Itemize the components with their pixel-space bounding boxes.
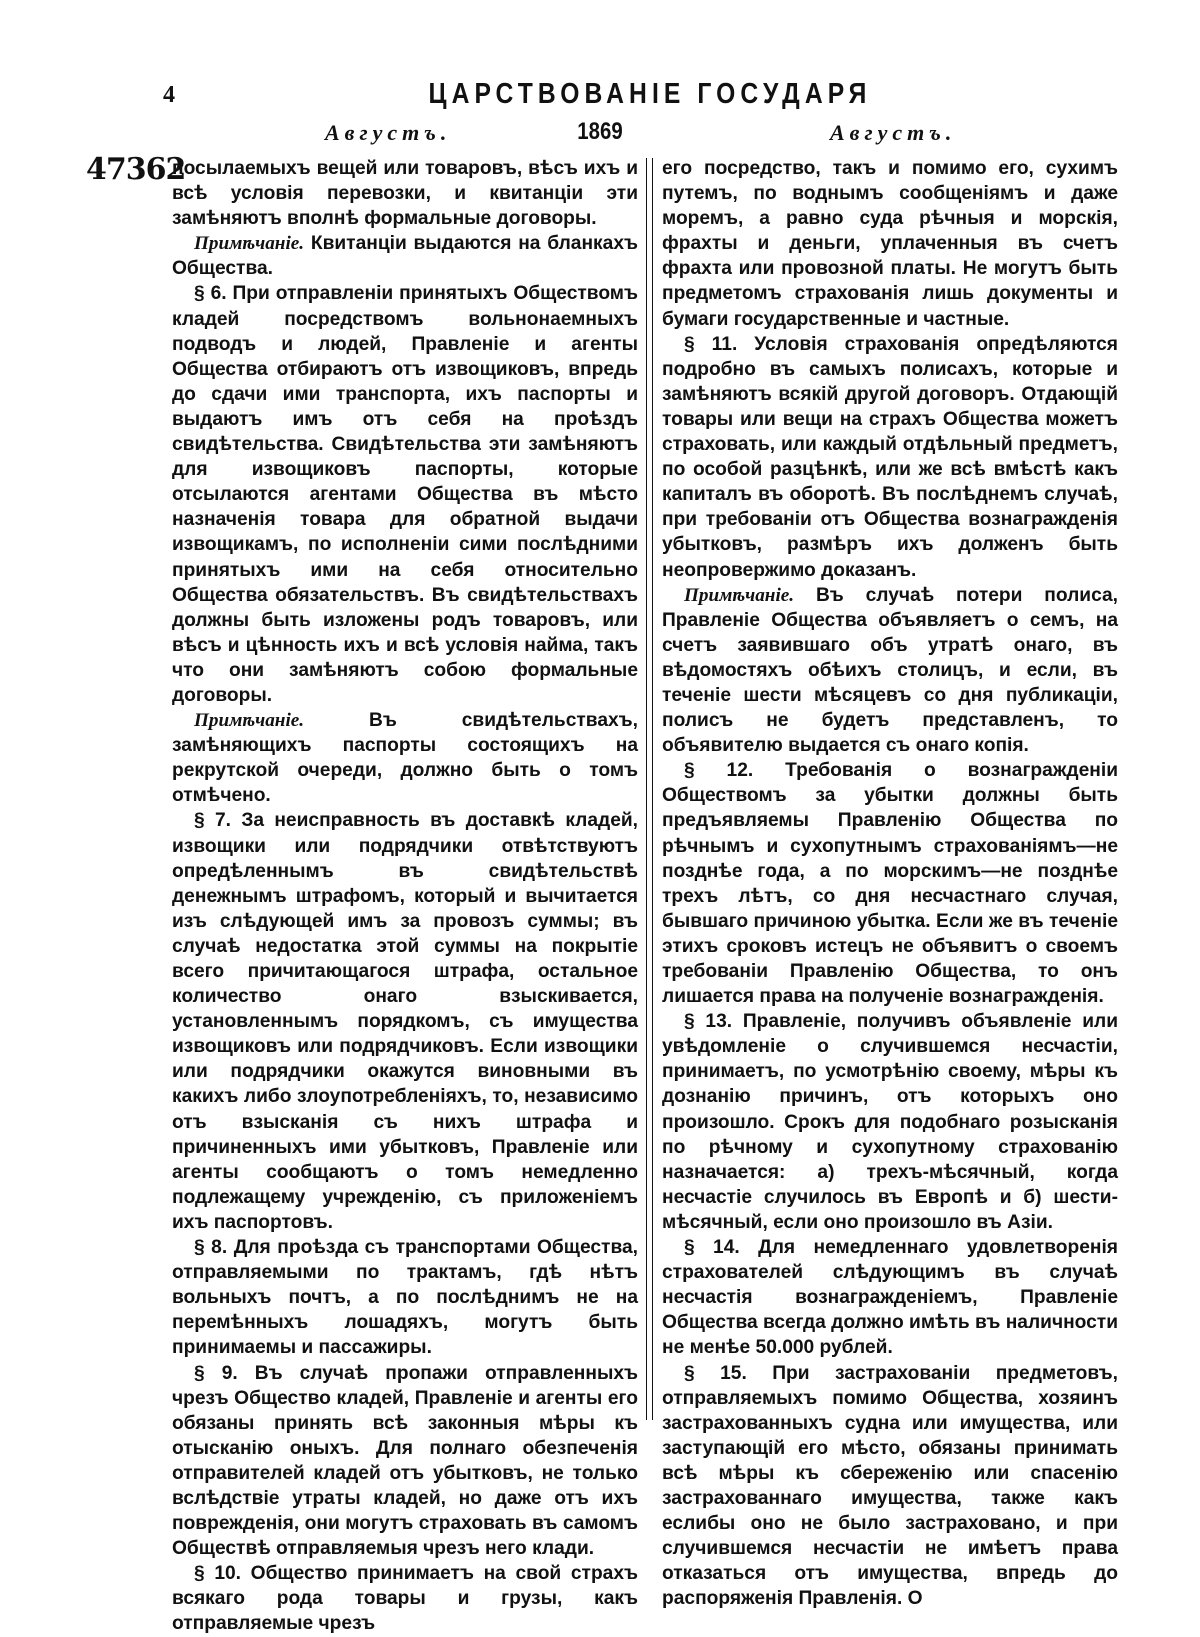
paragraph-text: § 12. Требованія о вознагражденіи Обществомъ за убытки должны быть предъявляемы Правленію Общества по рѣчнымъ и сухопутнымъ страхованіямъ—не позднѣе года, а по морскимъ—не позднѣе трехъ лѣтъ, со дня несчастнаго случая, бывшаго причиною убытка. Если же въ теченіе этихъ сроковъ истецъ не объявитъ о своемъ требованіи Правленію Общества, то онъ лишается права на полученіе вознагражденія.: [662, 760, 1118, 1008]
paragraph-text: его посредство, такъ и помимо его, сухимъ путемъ, по воднымъ сообщеніямъ и даже моремъ, а равно суда рѣчныя и морскія, фрахты и деньги, уплаченныя въ счетъ фрахта или провозной платы. Не могутъ быть предметомъ страхованія лишь документы и бумаги государственные и частные.: [662, 158, 1118, 330]
section-paragraph: [172, 1361, 638, 1562]
paragraph-text: § 13. Правленіе, получивъ объявленіе или увѣдомленіе о случившемся несчастіи, принимаетъ, по усмотрѣнію своему, мѣры къ дознанію причинъ, отъ которыхъ оно произошло. Срокъ для подобнаго розысканія по рѣчному и сухопутному страхованію назначается: а) трехъ-мѣсячный, когда несчастіе случилось въ Европѣ и б) шести-мѣсячный, если оно произошло въ Азіи.: [662, 1011, 1118, 1233]
note-label: Примѣчаніе.: [194, 233, 305, 255]
paragraph-text: Квитанціи выдаются на бланкахъ Общества.: [172, 233, 638, 280]
page-number: 4: [163, 82, 175, 108]
section-paragraph: [172, 281, 638, 708]
section-paragraph: [172, 1561, 638, 1636]
note-paragraph: [662, 583, 1118, 759]
paragraph-text: § 8. Для проѣзда съ транспортами Общества, отправляемыми по трактамъ, гдѣ нѣтъ вольныхъ почтъ, а по послѣднимъ не на перемѣнныхъ лошадяхъ, могутъ быть принимаемы и пассажиры.: [172, 1237, 638, 1359]
section-paragraph: [662, 1361, 1118, 1612]
note-label: Примѣчаніе.: [684, 584, 795, 606]
note-label: Примѣчаніе.: [194, 710, 305, 732]
note-paragraph: [172, 231, 638, 281]
paragraph-text: § 6. При отправленіи принятыхъ Обществомъ кладей посредствомъ вольнонаемныхъ подводъ и людей, Правленіе и агенты Общества отбираютъ отъ извощиковъ, впредь до сдачи ими транспорта, ихъ паспорты и выдаютъ имъ отъ себя на проѣздъ свидѣтельства. Свидѣтельства эти замѣняютъ для извощиковъ паспорты, которые отсылаются агентами Общества въ мѣсто назначенія товара для обратной выдачи извощикамъ, по исполненіи сими послѣдними принятыхъ ими на себя относительно Общества обязательствъ. Въ свидѣтельствахъ должны быть изложены родъ товаровъ, или вѣсъ и цѣнность ихъ и всѣ условія найма, такъ что они замѣняютъ собою формальные договоры.: [172, 283, 638, 706]
right-column: [662, 156, 1118, 1611]
paragraph-text: § 9. Въ случаѣ пропажи отправленныхъ чрезъ Общество кладей, Правленіе и агенты его обязаны принять всѣ законныя мѣры къ отысканію оныхъ. Для полнаго обезпеченія отправителей кладей отъ убытковъ, не только вслѣдствіе утраты кладей, но даже отъ ихъ поврежденія, они могутъ страховать въ самомъ Обществѣ отправляемыя чрезъ него клади.: [172, 1362, 638, 1560]
note-paragraph: [172, 708, 638, 808]
section-paragraph: [172, 1235, 638, 1360]
paragraph-text: Въ случаѣ потери полиса, Правленіе Общества объявляетъ о семъ, на счетъ заявившаго объ утратѣ онаго, въ вѣдомостяхъ обѣихъ столицъ, и если, въ теченіе шести мѣсяцевъ со дня публикаціи, полисъ не будетъ представленъ, то объявителю выдается съ онаго копія.: [662, 584, 1118, 757]
paragraph-text: Въ свидѣтельствахъ, замѣняющихъ паспорты состоящихъ на рекрутской очереди, должно быть о томъ отмѣчено.: [172, 710, 638, 807]
section-paragraph: [662, 1235, 1118, 1360]
paragraph-text: § 15. При застрахованіи предметовъ, отправляемыхъ помимо Общества, хозяинъ застрахованныхъ судна или имущества, или заступающій его мѣсто, обязаны принимать всѣ мѣры къ сбереженію или спасенію застрахованнаго имущества, также какъ еслибы оно не было застраховано, и при случившемся несчастіи не имѣетъ права отказаться отъ имущества, впредь до распоряженія Правленія. О: [662, 1362, 1118, 1610]
running-title: ЦАРСТВОВАНІЕ ГОСУДАРЯ: [428, 78, 872, 110]
section-paragraph: [662, 1009, 1118, 1235]
section-paragraph: [662, 758, 1118, 1009]
section-paragraph: [662, 332, 1118, 583]
left-column: [172, 156, 638, 1637]
year: 1869: [577, 118, 623, 145]
paragraph-text: § 14. Для немедленнаго удовлетворенія страхователей слѣдующимъ въ случаѣ несчастія вознагражденіемъ, Правленіе Общества всегда должно имѣть въ наличности не менѣе 50.000 рублей.: [662, 1237, 1118, 1359]
paragraph-text: § 11. Условія страхованія опредѣляются подробно въ самыхъ полисахъ, которые и замѣняютъ всякій другой договоръ. Отдающій товары или вещи на страхъ Общества можетъ страховать, или каждый отдѣльный предметъ, по особой разцѣнкѣ, или же всѣ вмѣстѣ какъ капиталъ въ оборотѣ. Въ послѣднемъ случаѣ, при требованіи отъ Общества вознагражденія убытковъ, размѣръ ихъ долженъ быть неопровержимо доказанъ.: [662, 333, 1118, 581]
continued-paragraph: [662, 156, 1118, 332]
paragraph-text: посылаемыхъ вещей или товаровъ, вѣсъ ихъ и всѣ условія перевозки, и квитанціи эти замѣняютъ вполнѣ формальные договоры.: [172, 158, 638, 230]
continued-paragraph: [172, 156, 638, 231]
act-number: 47362: [86, 152, 186, 187]
month-right: Августъ.: [830, 120, 957, 145]
month-left: Августъ.: [325, 120, 452, 145]
paragraph-text: § 10. Общество принимаетъ на свой страхъ всякаго рода товары и грузы, какъ отправляемые чрезъ: [172, 1563, 638, 1635]
column-divider: [646, 158, 653, 1420]
paragraph-text: § 7. За неисправность въ доставкѣ кладей, извощики или подрядчики отвѣтствуютъ опредѣленнымъ въ свидѣтельствѣ денежнымъ штрафомъ, который и вычитается изъ слѣдующей имъ за провозъ суммы; въ случаѣ недостатка этой суммы на покрытіе всего причитающагося штрафа, остальное количество онаго взыскивается, установленнымъ порядкомъ, съ имущества извощиковъ или подрядчиковъ. Если извощики или подрядчики окажутся виновными въ какихъ либо злоупотребленіяхъ, то, независимо отъ взысканія съ нихъ штрафа и причиненныхъ ими убытковъ, Правленіе или агенты сообщаютъ о томъ немедленно подлежащему учрежденію, съ приложеніемъ ихъ паспортовъ.: [172, 810, 638, 1233]
section-paragraph: [172, 808, 638, 1235]
